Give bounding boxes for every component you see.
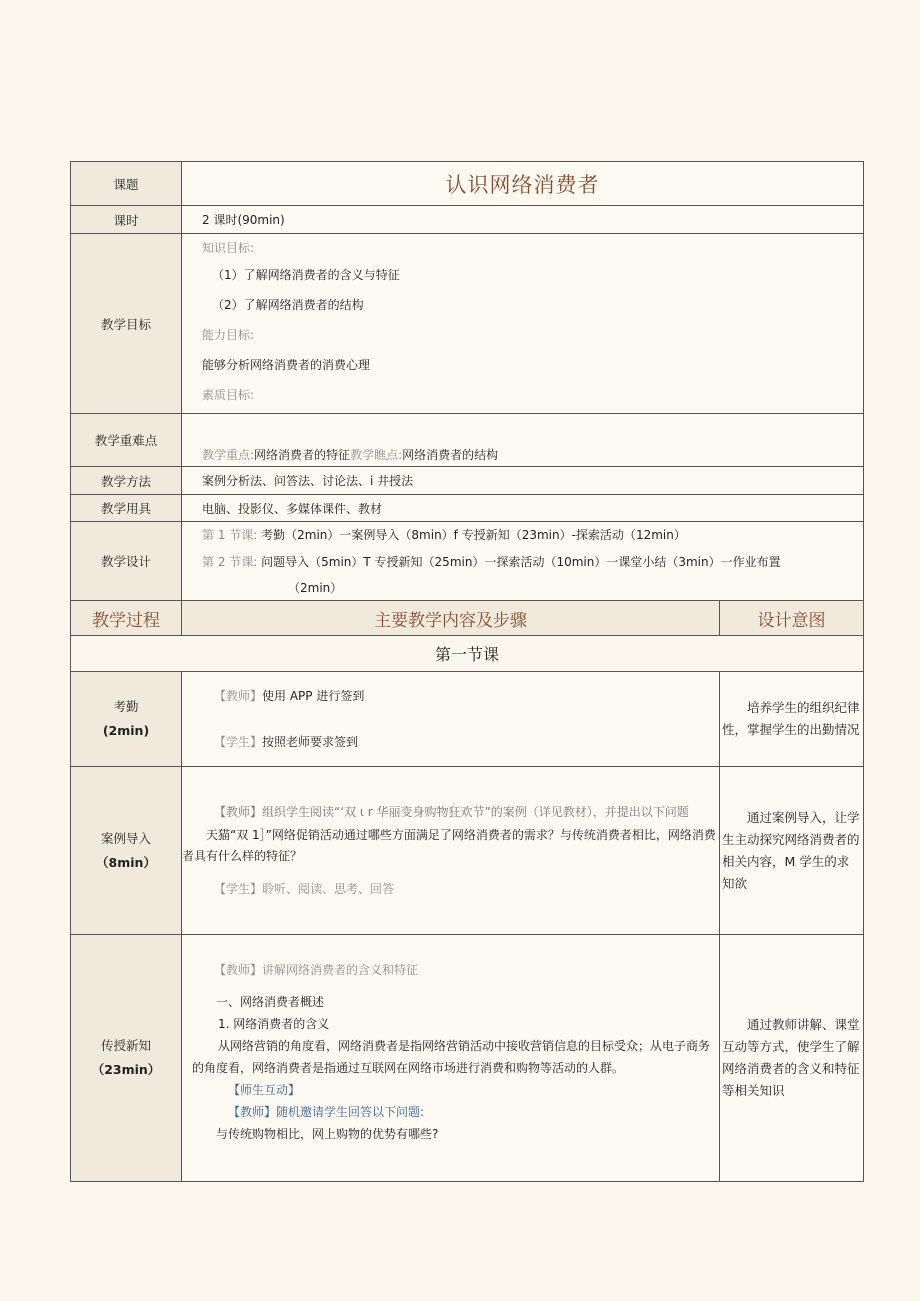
intent-col-header: 设计意图 (720, 601, 864, 636)
goals-row (71, 234, 864, 414)
lesson2-plan (202, 548, 863, 576)
case-label (71, 767, 182, 935)
topic-label: 课题 (71, 162, 182, 206)
topic-row (71, 162, 864, 206)
teaching-teacher2: 【教师】随机邀请学生回答以下问题: (228, 1105, 425, 1119)
teaching-heading1: 一、网络消费者概述 (216, 995, 325, 1009)
knowledge-goal-1: （1）了解网络消费者的含义与特征 (212, 268, 400, 282)
attendance-intent: 培养学生的组织纪律性，掌握学生的出勤情况 (720, 672, 864, 767)
lesson1-plan (202, 522, 863, 548)
hours-row (71, 206, 864, 234)
focus-label: 教学重点: (202, 448, 255, 462)
knowledge-goal-title: 知识目标: (202, 241, 255, 255)
case-student-text: 聆听、阅读、思考、回答 (262, 881, 395, 896)
hours-label: 课时 (71, 206, 182, 234)
teaching-question: 与传统购物相比，网上购物的优势有哪些? (216, 1127, 439, 1141)
case-content (182, 767, 720, 935)
ability-goal-title: 能力目标: (202, 328, 255, 342)
teaching-content (182, 935, 720, 1182)
keypoints-row (71, 414, 864, 467)
design-content (182, 522, 864, 601)
case-intent: 通过案例导入，让学生主动探究网络消费者的相关内容，M 学生的求知欲 (720, 767, 864, 935)
step-case-row (71, 767, 864, 935)
teaching-teacher-text: 讲解网络消费者的含义和特征 (262, 963, 419, 977)
goals-content (182, 234, 864, 414)
step-attendance-row (71, 672, 864, 767)
case-name: 案例导入 (100, 830, 151, 846)
keypoints-content (182, 414, 864, 467)
keypoints-label: 教学重难点 (71, 414, 182, 467)
attendance-content (182, 672, 720, 767)
lesson1-label: 第 1 节课: (202, 528, 258, 542)
teaching-heading2: 1. 网络消费者的含义 (218, 1017, 330, 1031)
lesson-plan-table (70, 161, 864, 1182)
tools-label: 教学用具 (71, 495, 182, 522)
methods-row (71, 467, 864, 495)
step-teaching-row (71, 935, 864, 1182)
design-label: 教学设计 (71, 522, 182, 601)
case-teacher (182, 802, 717, 823)
lesson2-label: 第 2 节课: (202, 555, 258, 569)
tools-row (71, 495, 864, 522)
section-title: 第一节课 (71, 636, 864, 672)
lesson2-cont: （2min） (288, 581, 343, 595)
teaching-label (71, 935, 182, 1182)
section-row (71, 636, 864, 672)
knowledge-goal-2: （2）了解网络消费者的结构 (212, 298, 364, 312)
attendance-student (214, 730, 719, 754)
teaching-paragraph: 从网络营销的角度看，网络消费者是指网络营销活动中接收营销信息的目标受众；从电子商务的角度看，网络消费者是指通过互联网在网络市场进行消费和购物等活动的人群。 (192, 1039, 711, 1075)
attendance-time: (2min) (102, 723, 150, 738)
methods-value: 案例分析法、问答法、讨论法、i 井授法 (182, 467, 864, 495)
teaching-time: （23min） (91, 1062, 161, 1077)
teaching-name: 传授新知 (100, 1038, 151, 1053)
ability-goal-1: 能够分析网络消费者的消费心理 (202, 358, 371, 372)
tools-value: 电脑、投影仪、多媒体课件、教材 (182, 495, 864, 522)
goals-label: 教学目标 (71, 234, 182, 414)
attendance-label (71, 672, 182, 767)
attendance-name: 考勤 (113, 699, 139, 714)
attendance-teacher-tag: 【教师】 (214, 689, 263, 703)
quality-goal-title: 素质目标: (202, 388, 255, 402)
lesson1-value: 考勤（2min）一案例导入（8min）f 专授新知（23min）-探索活动（12min） (261, 528, 686, 542)
case-question: 天猫“双 1］”网络促销活动通过哪些方面满足了网络消费者的需求？与传统消费者相比，网络消费者具有什么样的特征？ (182, 827, 716, 863)
content-col-header: 主要教学内容及步骤 (182, 601, 720, 636)
case-student-tag: 【学生】 (214, 881, 263, 896)
teaching-intent: 通过教师讲解、课堂互动等方式，使学生了解网络消费者的含义和特征等相关知识 (720, 935, 864, 1182)
methods-label: 教学方法 (71, 467, 182, 495)
teaching-teacher (182, 959, 717, 981)
difficulty-value: 网络消费者的结构 (402, 448, 499, 462)
design-row (71, 522, 864, 601)
hours-value: 2 课时(90min) (182, 206, 864, 234)
lesson2-value: 问题导入（5min）T 专授新知（25min）一探索活动（10min）一课堂小结（3min）一作业布置 (261, 555, 781, 569)
case-teacher-tag: 【教师】 (214, 804, 263, 819)
attendance-teacher (214, 684, 719, 708)
teaching-interact: 【师生互动】 (228, 1083, 301, 1097)
attendance-student-text: 按照老师要求签到 (262, 735, 359, 749)
focus-value: 网络消费者的特征 (254, 448, 351, 462)
case-teacher-text: 组织学生阅读“‘双 ι r 华丽变身购物狂欢节”的案例（详见教材），并提出以下问题 (262, 804, 689, 819)
case-student (182, 879, 717, 900)
teaching-teacher-tag: 【教师】 (214, 963, 263, 977)
case-time: （8min） (96, 854, 156, 870)
attendance-student-tag: 【学生】 (214, 735, 263, 749)
process-col-header: 教学过程 (71, 601, 182, 636)
attendance-teacher-text: 使用 APP 进行签到 (262, 689, 365, 703)
lesson-title: 认识网络消费者 (182, 162, 864, 206)
difficulty-label: 教学瞧点: (350, 448, 403, 462)
process-header-row (71, 601, 864, 636)
